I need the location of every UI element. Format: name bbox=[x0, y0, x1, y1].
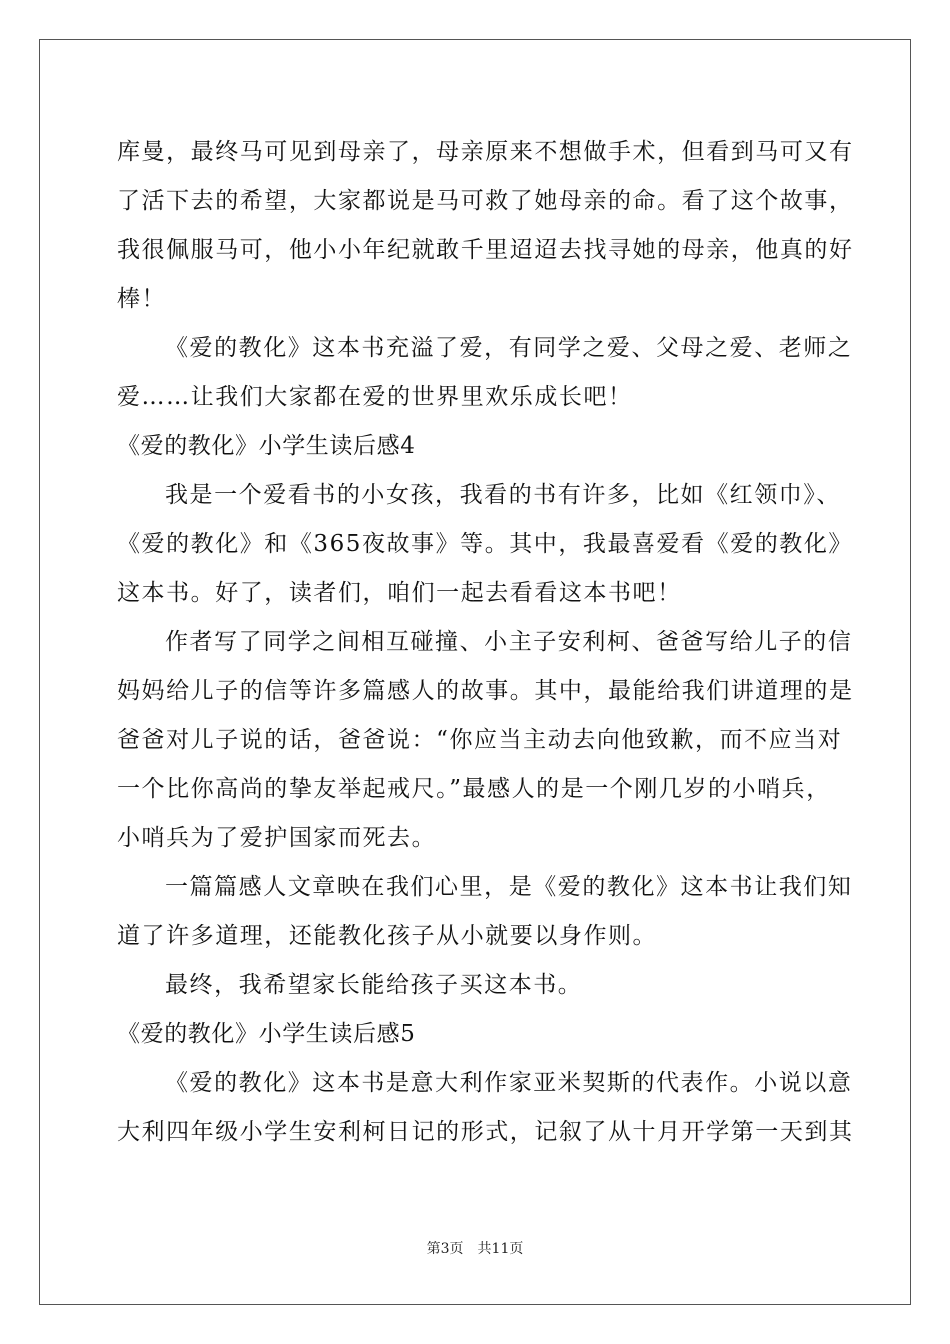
text-line: 这本书。好了，读者们，咱们一起去看看这本书吧！ bbox=[117, 580, 682, 606]
text-line: 小哨兵为了爱护国家而死去。 bbox=[117, 825, 437, 851]
page-footer bbox=[0, 1238, 950, 1258]
text-line: 大利四年级小学生安利柯日记的形式，记叙了从十月开学第一天到其 bbox=[117, 1119, 854, 1145]
section-heading: 《爱的教化》小学生读后感5 bbox=[117, 1021, 416, 1047]
text-line: 《爱的教化》和《365夜故事》等。其中，我最喜爱看《爱的教化》 bbox=[117, 531, 853, 557]
text-line: 最终，我希望家长能给孩子买这本书。 bbox=[165, 972, 583, 998]
text-line: 了活下去的希望，大家都说是马可救了她母亲的命。看了这个故事， bbox=[117, 188, 854, 214]
text-line: 棒！ bbox=[117, 286, 167, 312]
text-line: 作者写了同学之间相互碰撞、小主子安利柯、爸爸写给儿子的信 bbox=[165, 629, 853, 655]
text-line: 爸爸对儿子说的话，爸爸说：“你应当主动去向他致歉，而不应当对 bbox=[117, 727, 843, 753]
text-line: 《爱的教化》这本书是意大利作家亚米契斯的代表作。小说以意 bbox=[165, 1070, 853, 1096]
text-line: 妈妈给儿子的信等许多篇感人的故事。其中，最能给我们讲道理的是 bbox=[117, 678, 854, 704]
text-line: 我很佩服马可，他小小年纪就敢千里迢迢去找寻她的母亲，他真的好 bbox=[117, 237, 854, 263]
text-line: 一篇篇感人文章映在我们心里，是《爱的教化》这本书让我们知 bbox=[165, 874, 853, 900]
document-body bbox=[117, 128, 854, 1157]
section-heading: 《爱的教化》小学生读后感4 bbox=[117, 433, 416, 459]
text-line: 库曼，最终马可见到母亲了，母亲原来不想做手术，但看到马可又有 bbox=[117, 139, 854, 165]
text-line: 爱……让我们大家都在爱的世界里欢乐成长吧！ bbox=[117, 384, 633, 410]
text-line: 《爱的教化》这本书充溢了爱，有同学之爱、父母之爱、老师之 bbox=[165, 335, 853, 361]
page-number: 第3页 bbox=[426, 1241, 464, 1257]
text-line: 我是一个爱看书的小女孩，我看的书有许多，比如《红领巾》、 bbox=[165, 482, 841, 508]
text-line: 一个比你高尚的挚友举起戒尺。”最感人的是一个刚几岁的小哨兵， bbox=[117, 776, 831, 802]
page-total: 共11页 bbox=[477, 1241, 524, 1257]
text-line: 道了许多道理，还能教化孩子从小就要以身作则。 bbox=[117, 923, 658, 949]
